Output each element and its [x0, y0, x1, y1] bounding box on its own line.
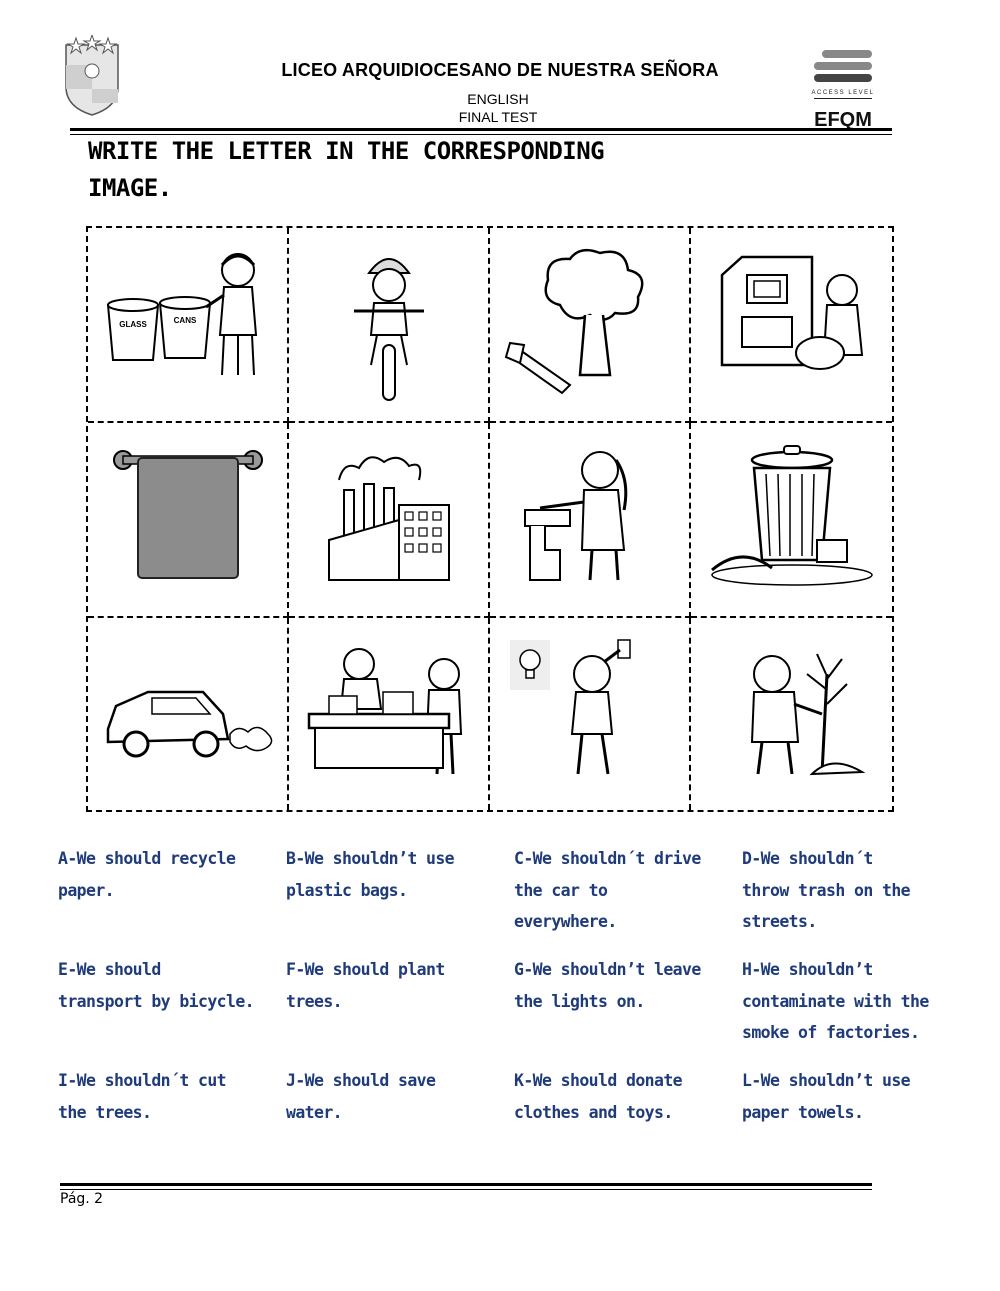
option-g: G-We shouldn’t leave the lights on.	[514, 960, 701, 1011]
image-grid	[86, 226, 894, 812]
subject-header	[398, 90, 598, 126]
option-a: A-We should recycle paper.	[58, 849, 236, 900]
kids-at-counter-icon	[299, 634, 479, 794]
image-cell-10[interactable]	[289, 618, 490, 810]
tree-and-saw-icon	[500, 245, 680, 405]
image-cell-2[interactable]	[289, 228, 490, 423]
image-cell-7[interactable]	[490, 423, 691, 618]
option-i: I-We shouldn´t cut the trees.	[58, 1071, 227, 1122]
footer-divider-thin	[60, 1189, 872, 1190]
efqm-logo-icon	[808, 48, 878, 130]
option-b: B-We shouldn’t use plastic bags.	[286, 849, 455, 900]
image-cell-1[interactable]	[88, 228, 289, 423]
boy-on-bicycle-icon	[299, 245, 479, 405]
girl-light-switch-icon	[500, 634, 680, 794]
image-cell-5[interactable]	[88, 423, 289, 618]
instruction	[88, 133, 768, 207]
donation-box-boy-icon	[702, 245, 882, 405]
option-l: L-We shouldn’t use paper towels.	[742, 1071, 911, 1122]
recycle-bins-boy-icon	[98, 245, 278, 405]
image-cell-11[interactable]	[490, 618, 691, 810]
girl-planting-tree-icon	[702, 634, 882, 794]
cans-bin-label: CANS	[173, 315, 196, 325]
answer-options	[58, 843, 958, 1128]
efqm-logo-text: EFQM	[814, 109, 872, 130]
option-j: J-We should save water.	[286, 1071, 436, 1122]
factory-smoke-icon	[299, 440, 479, 600]
option-f: F-We should plant trees.	[286, 960, 445, 1011]
option-h: H-We shouldn’t contaminate with the smoke of factories.	[742, 960, 929, 1042]
instruction-line-1: WRITE THE LETTER IN THE CORRESPONDING	[88, 137, 605, 165]
school-name: LICEO ARQUIDIOCESANO DE NUESTRA SEÑORA	[281, 60, 719, 80]
test-name: FINAL TEST	[458, 109, 538, 125]
footer-divider	[60, 1183, 872, 1186]
overflowing-trash-can-icon	[702, 440, 882, 600]
image-cell-9[interactable]	[88, 618, 289, 810]
towel-rack-icon	[98, 440, 278, 600]
image-cell-3[interactable]	[490, 228, 691, 423]
option-k: K-We should donate clothes and toys.	[514, 1071, 683, 1122]
header-divider	[70, 128, 892, 131]
option-c: C-We shouldn´t drive the car to everywhere.	[514, 849, 701, 931]
school-crest-icon	[62, 35, 122, 117]
efqm-caption: ACCESS LEVEL	[811, 90, 875, 96]
subject-name: ENGLISH	[467, 91, 529, 107]
image-cell-4[interactable]	[691, 228, 892, 423]
girl-at-faucet-icon	[500, 440, 680, 600]
option-e: E-We should transport by bicycle.	[58, 960, 255, 1011]
car-exhaust-icon	[98, 634, 278, 794]
glass-bin-label: GLASS	[118, 319, 147, 329]
image-cell-8[interactable]	[691, 423, 892, 618]
image-cell-6[interactable]	[289, 423, 490, 618]
option-d: D-We shouldn´t throw trash on the streets.	[742, 849, 911, 931]
image-cell-12[interactable]	[691, 618, 892, 810]
page-number: Pág. 2	[60, 1191, 104, 1207]
instruction-line-2: IMAGE.	[88, 174, 172, 202]
